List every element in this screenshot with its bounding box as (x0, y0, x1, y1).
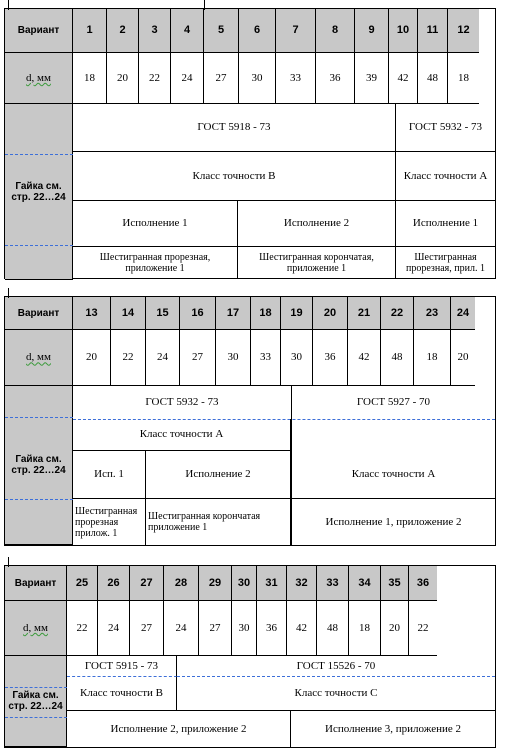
table1-tick (204, 0, 205, 10)
variant-number: 13 (73, 297, 111, 330)
variant-header: Вариант (5, 9, 73, 53)
variant-number: 9 (355, 9, 389, 53)
variant-number: 18 (251, 297, 281, 330)
variant-number: 6 (239, 9, 276, 53)
type-slotted: Шестигранная прорезная, приложение 1 (73, 247, 238, 278)
nut-dash-top (5, 687, 67, 688)
d-value: 20 (451, 330, 475, 386)
table3-marker (8, 557, 9, 567)
d-value: 27 (199, 601, 232, 656)
variant-number: 8 (316, 9, 355, 53)
d-value: 42 (389, 53, 418, 104)
d-value: 24 (164, 601, 199, 656)
variant-number: 34 (349, 566, 381, 601)
nut-dash-top (5, 417, 73, 418)
d-value: 36 (257, 601, 287, 656)
execution-2: Исполнение 2 (238, 201, 396, 247)
nut-dash-bottom (5, 717, 67, 718)
d-value: 20 (73, 330, 111, 386)
d-value: 39 (355, 53, 389, 104)
nut-label: Гайка см. стр. 22…24 (5, 386, 73, 545)
d-value: 48 (418, 53, 448, 104)
table2-marker (8, 288, 9, 298)
gost-5932: ГОСТ 5932 - 73 (145, 396, 219, 409)
variant-number: 10 (389, 9, 418, 53)
type-slotted-short: Шестигранная прорезная, прил. 1 (406, 251, 485, 274)
d-value: 18 (448, 53, 479, 104)
d-value: 36 (316, 53, 355, 104)
d-value: 24 (98, 601, 130, 656)
variant-number: 25 (67, 566, 98, 601)
d-value: 27 (204, 53, 239, 104)
variant-number: 17 (216, 297, 251, 330)
d-label: d, мм (26, 71, 51, 84)
execution-2-app2: Исполнение 2, приложение 2 (67, 711, 291, 747)
variant-number: 14 (111, 297, 146, 330)
execution-3-app2: Исполнение 3, приложение 2 (325, 722, 461, 735)
gost-15526: ГОСТ 15526 - 70 (296, 659, 376, 672)
variant-number: 1 (73, 9, 107, 53)
gost-5915: ГОСТ 5915 - 73 (67, 656, 177, 676)
table-variants-13-24 (4, 296, 496, 546)
execution-1: Исполнение 1 (73, 201, 238, 247)
variant-number: 19 (281, 297, 313, 330)
table1-marker (8, 0, 9, 10)
execution-1b: Исполнение 1 (396, 201, 495, 247)
d-value: 22 (139, 53, 171, 104)
d-header (5, 53, 73, 104)
d-value: 36 (313, 330, 348, 386)
variant-number: 21 (348, 297, 381, 330)
gost-5927: ГОСТ 5927 - 70 (291, 386, 495, 419)
d-value: 33 (276, 53, 316, 104)
d-value: 27 (180, 330, 216, 386)
variant-number: 7 (276, 9, 316, 53)
d-value: 18 (349, 601, 381, 656)
d-value: 18 (73, 53, 107, 104)
variant-number: 26 (98, 566, 130, 601)
type-slotted: Шестигранная прорезная прилож. 1 (73, 499, 146, 545)
execution-1-app2: Исполнение 1, приложение 2 (291, 499, 495, 545)
nut-label: Гайка см. стр. 22…24 (5, 104, 73, 280)
table-variants-25-36 (4, 565, 496, 748)
nut-dash-top (5, 154, 73, 155)
d-value: 20 (381, 601, 409, 656)
variant-number: 22 (381, 297, 414, 330)
d-label: d, мм (26, 351, 51, 364)
d-value: 20 (107, 53, 139, 104)
variant-number: 29 (199, 566, 232, 601)
variant-number: 35 (381, 566, 409, 601)
variant-number: 33 (317, 566, 349, 601)
variant-number: 2 (107, 9, 139, 53)
d-value: 22 (111, 330, 146, 386)
variant-number: 31 (257, 566, 287, 601)
accuracy-c: Класс точности С (177, 676, 495, 711)
variant-number: 32 (287, 566, 317, 601)
d-value: 22 (409, 601, 437, 656)
d-value: 42 (287, 601, 317, 656)
nut-dash-bottom (5, 499, 73, 500)
variant-number: 11 (418, 9, 448, 53)
d-value: 33 (251, 330, 281, 386)
d-value: 30 (281, 330, 313, 386)
d-value: 30 (239, 53, 276, 104)
variant-number: 3 (139, 9, 171, 53)
variant-header: Вариант (5, 566, 67, 601)
variant-number: 20 (313, 297, 348, 330)
type-castle: Шестигранная корончатая, приложение 1 (238, 247, 396, 278)
variant-number: 28 (164, 566, 199, 601)
accuracy-a-right: Класс точности А (291, 451, 495, 499)
gost-5918: ГОСТ 5918 - 73 (73, 104, 396, 152)
type-castle: Шестигранная корончатая приложение 1 (146, 499, 291, 545)
d-label: d, мм (23, 621, 48, 634)
d-value: 22 (67, 601, 98, 656)
variant-number: 24 (451, 297, 475, 330)
accuracy-b: Класс точности В (73, 152, 396, 201)
variant-number: 27 (130, 566, 164, 601)
d-header (5, 330, 73, 386)
d-value: 42 (348, 330, 381, 386)
table-variants-1-12 (4, 8, 496, 279)
nut-label: Гайка см. стр. 22…24 (5, 656, 67, 747)
variant-number: 16 (180, 297, 216, 330)
variant-number: 30 (232, 566, 257, 601)
accuracy-a-left: Класс точности А (73, 419, 291, 451)
accuracy-a: Класс точности А (396, 152, 495, 201)
d-value: 24 (171, 53, 204, 104)
accuracy-b: Класс точности В (67, 676, 177, 711)
nut-dash-bottom (5, 245, 73, 246)
variant-header: Вариант (5, 297, 73, 330)
variant-number: 23 (414, 297, 451, 330)
variant-number: 5 (204, 9, 239, 53)
variant-number: 15 (146, 297, 180, 330)
d-value: 18 (414, 330, 451, 386)
d-value: 27 (130, 601, 164, 656)
d-value: 30 (216, 330, 251, 386)
d-value: 48 (317, 601, 349, 656)
gost-5932: ГОСТ 5932 - 73 (396, 104, 495, 152)
execution-short: Исп. 1 (73, 451, 146, 499)
variant-number: 4 (171, 9, 204, 53)
d-value: 30 (232, 601, 257, 656)
d-value: 48 (381, 330, 414, 386)
d-header (5, 601, 67, 656)
d-value: 24 (146, 330, 180, 386)
execution-2: Исполнение 2 (146, 451, 291, 499)
variant-number: 12 (448, 9, 479, 53)
accuracy-empty (291, 419, 495, 451)
variant-number: 36 (409, 566, 437, 601)
